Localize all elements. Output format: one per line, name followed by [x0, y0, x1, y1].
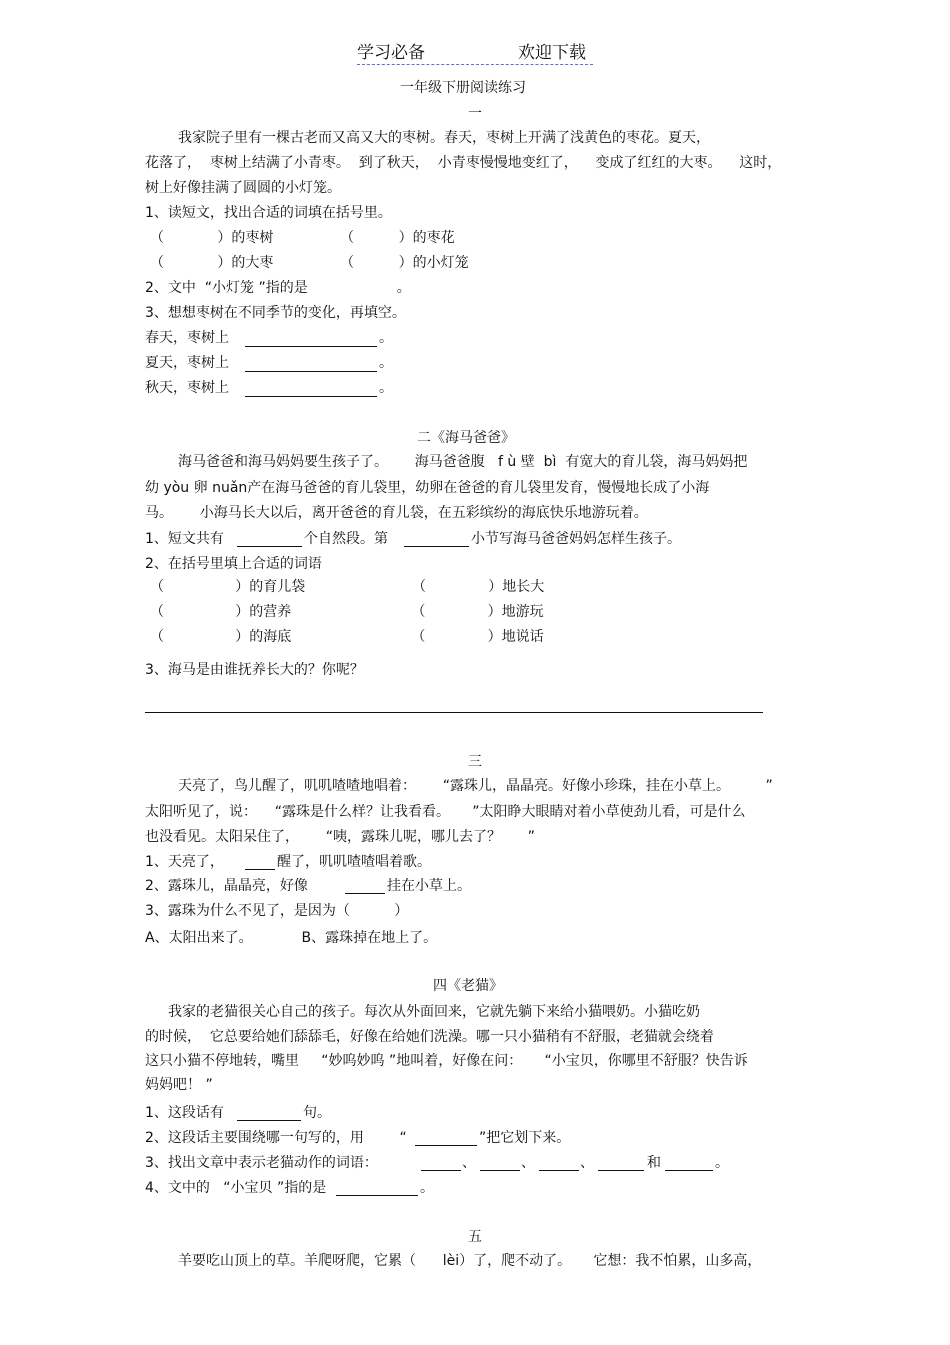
section-5-heading: 五	[468, 1229, 482, 1245]
s3-question-1-part-a: 1、天亮了，	[145, 854, 224, 870]
header-dashed-rule	[357, 64, 593, 65]
s4-action-blank-4[interactable]	[598, 1170, 644, 1171]
s2-answer-line[interactable]	[145, 712, 763, 713]
s4-question-4-blank[interactable]	[336, 1195, 418, 1196]
s4-separator-2: 、	[521, 1155, 535, 1171]
s3-paragraph-line-1: 天亮了，鸟儿醒了，叽叽喳喳地唱着： “露珠儿，晶晶亮。好像小珍珠，挂在小草上。 ”	[178, 778, 773, 794]
s2-question-2-row-2: （ ）的营养 （ ）地游玩	[150, 604, 544, 620]
s4-question-3: 3、找出文章中表示老猫动作的词语：	[145, 1155, 378, 1171]
s4-question-2-blank[interactable]	[415, 1145, 477, 1146]
s1-spring-blank[interactable]	[245, 346, 377, 347]
s4-action-blank-3[interactable]	[539, 1170, 579, 1171]
section-2-heading: 二《海马爸爸》	[417, 430, 515, 446]
s3-question-2-blank[interactable]	[345, 893, 385, 894]
section-4-heading: 四《老猫》	[433, 978, 503, 994]
s3-question-1-blank[interactable]	[245, 869, 275, 870]
s3-question-3: 3、露珠为什么不见了，是因为（ ）	[145, 903, 409, 919]
s4-paragraph-line-3: 这只小猫不停地转，嘴里 “妙呜妙呜 ”地叫着，好像在问： “小宝贝，你哪里不舒服？快告诉	[145, 1053, 748, 1069]
s1-autumn-period: 。	[379, 380, 393, 396]
s3-question-2-part-b: 挂在小草上。	[387, 878, 471, 894]
header-right-text: 欢迎下载	[518, 43, 586, 63]
s1-paragraph-line-1: 我家院子里有一棵古老而又高又大的枣树。春天，枣树上开满了浅黄色的枣花。夏天，	[178, 130, 710, 146]
s1-question-1: 1、读短文，找出合适的词填在括号里。	[145, 205, 392, 221]
s4-paragraph-line-2: 的时候， 它总要给她们舔舔毛，好像在给她们洗澡。哪一只小猫稍有不舒服，老猫就会绕着	[145, 1029, 714, 1045]
s4-question-1-part-a: 1、这段话有	[145, 1105, 224, 1121]
s4-question-4-part-a: 4、文中的 “小宝贝 ”指的是	[145, 1180, 327, 1196]
s1-question-1-row-a: （ ）的枣树 （ ）的枣花	[150, 230, 455, 246]
s4-action-blank-2[interactable]	[480, 1170, 520, 1171]
s3-question-1-part-b: 醒了，叽叽喳喳唱着歌。	[277, 854, 431, 870]
s1-summer-label: 夏天，枣树上	[145, 355, 229, 371]
s4-question-4-part-b: 。	[420, 1180, 434, 1196]
s2-paragraph-line-1: 海马爸爸和海马妈妈要生孩子了。 海马爸爸腹 f ù 壁 bì 有宽大的育儿袋，海马妈妈把	[178, 454, 748, 470]
s2-question-1-part-b: 个自然段。第	[304, 531, 388, 547]
header-left-text: 学习必备	[357, 43, 425, 63]
s4-separator-1: 、	[462, 1155, 476, 1171]
s1-question-2: 2、文中 “小灯笼 ”指的是 。	[145, 280, 411, 296]
s4-action-blank-5[interactable]	[665, 1170, 713, 1171]
s3-paragraph-line-2: 太阳听见了，说： “露珠是什么样？让我看看。 ”太阳睁大眼睛对着小草使劲儿看，可是什么	[145, 804, 746, 820]
s4-separator-3: 、	[580, 1155, 594, 1171]
s1-paragraph-line-3: 树上好像挂满了圆圆的小灯笼。	[145, 180, 341, 196]
s2-paragraph-count-blank[interactable]	[237, 546, 302, 547]
s5-paragraph-line-1: 羊要吃山顶上的草。羊爬呀爬，它累（ lèi）了，爬不动了。 它想：我不怕累，山多高，	[178, 1253, 762, 1269]
section-3-heading: 三	[468, 754, 482, 770]
s2-question-1-part-a: 1、短文共有	[145, 531, 224, 547]
s2-section-number-blank[interactable]	[404, 546, 469, 547]
document-title: 一年级下册阅读练习	[400, 80, 526, 96]
s1-autumn-label: 秋天，枣树上	[145, 380, 229, 396]
s1-paragraph-line-2: 花落了， 枣树上结满了小青枣。 到了秋天， 小青枣慢慢地变红了， 变成了红红的大枣。 这时，	[145, 155, 782, 171]
s2-question-2-row-1: （ ）的育儿袋 （ ）地长大	[150, 579, 545, 595]
s1-question-1-row-b: （ ）的大枣 （ ）的小灯笼	[150, 255, 469, 271]
s4-question-1-part-b: 句。	[303, 1105, 331, 1121]
s4-question-3-period: 。	[715, 1155, 729, 1171]
s2-paragraph-line-3: 马。 小海马长大以后，离开爸爸的育儿袋，在五彩缤纷的海底快乐地游玩着。	[145, 505, 648, 521]
s3-question-2-part-a: 2、露珠儿，晶晶亮，好像	[145, 878, 308, 894]
s4-and-label: 和	[647, 1155, 661, 1171]
section-1-heading: 一	[468, 106, 482, 122]
s2-paragraph-line-2: 幼 yòu 卵 nuǎn产在海马爸爸的育儿袋里，幼卵在爸爸的育儿袋里发育，慢慢地长成了小海	[145, 480, 710, 496]
s1-summer-period: 。	[379, 355, 393, 371]
s4-paragraph-line-1: 我家的老猫很关心自己的孩子。每次从外面回来，它就先躺下来给小猫喂奶。小猫吃奶	[168, 1004, 700, 1020]
s2-question-2-row-3: （ ）的海底 （ ）地说话	[150, 629, 544, 645]
s1-summer-blank[interactable]	[245, 371, 377, 372]
s4-question-2-part-a: 2、这段话主要围绕哪一句写的，用 “	[145, 1130, 407, 1146]
s1-spring-period: 。	[379, 330, 393, 346]
s2-question-1-part-c: 小节写海马爸爸妈妈怎样生孩子。	[471, 531, 681, 547]
s3-options: A、太阳出来了。 B、露珠掉在地上了。	[145, 930, 438, 946]
s1-autumn-blank[interactable]	[245, 396, 377, 397]
s4-sentence-count-blank[interactable]	[237, 1120, 301, 1121]
s4-question-2-part-b: ”把它划下来。	[479, 1130, 571, 1146]
s4-paragraph-line-4: 妈妈吧！ ”	[145, 1077, 213, 1093]
s1-question-3: 3、想想枣树在不同季节的变化，再填空。	[145, 305, 406, 321]
s3-paragraph-line-3: 也没看见。太阳呆住了， “咦，露珠儿呢，哪儿去了？ ”	[145, 829, 535, 845]
s1-spring-label: 春天，枣树上	[145, 330, 229, 346]
s4-action-blank-1[interactable]	[421, 1170, 461, 1171]
s2-question-3: 3、海马是由谁抚养长大的？你呢？	[145, 662, 364, 678]
s2-question-2: 2、在括号里填上合适的词语	[145, 556, 322, 572]
